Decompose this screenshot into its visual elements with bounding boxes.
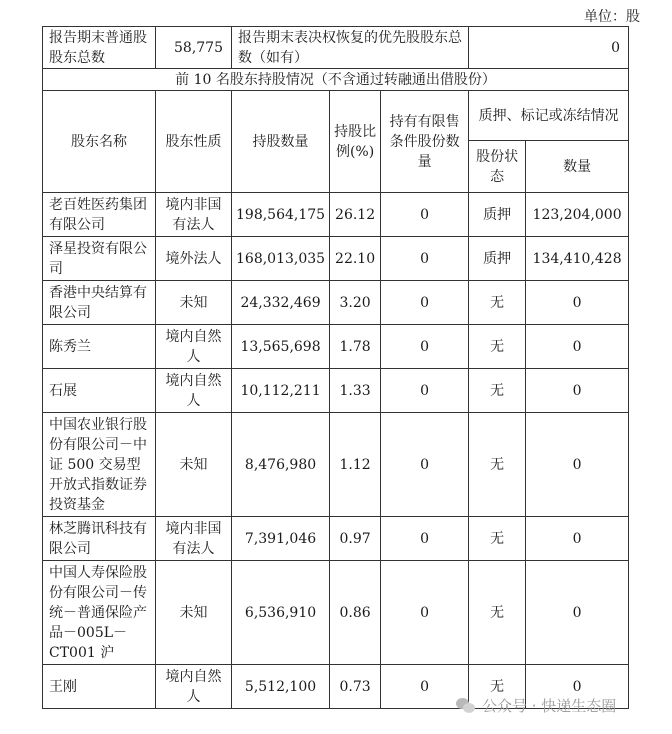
holder-shares: 6,536,910 <box>232 561 330 665</box>
pledge-qty: 0 <box>526 517 629 561</box>
holder-name: 陈秀兰 <box>43 325 156 369</box>
holder-shares: 24,332,469 <box>232 281 330 325</box>
holder-name: 石展 <box>43 369 156 413</box>
holder-name: 中国人寿保险股份有限公司－传统－普通保险产品－005L－CT001 沪 <box>43 561 156 665</box>
holder-restricted: 0 <box>381 665 469 709</box>
preferred-holders-label: 报告期末表决权恢复的优先股股东总数（如有） <box>232 27 469 69</box>
holder-shares: 198,564,175 <box>232 193 330 237</box>
holder-ratio: 3.20 <box>330 281 381 325</box>
holder-nature: 未知 <box>156 561 232 665</box>
holder-restricted: 0 <box>381 281 469 325</box>
holder-name: 香港中央结算有限公司 <box>43 281 156 325</box>
holder-name: 老百姓医药集团有限公司 <box>43 193 156 237</box>
table-row <box>43 517 629 561</box>
wechat-icon <box>456 698 476 714</box>
header-restricted: 持有有限售条件股份数量 <box>381 91 469 193</box>
common-holders-value: 58,775 <box>156 27 232 69</box>
holder-shares: 5,512,100 <box>232 665 330 709</box>
holder-shares: 168,013,035 <box>232 237 330 281</box>
holder-name: 泽星投资有限公司 <box>43 237 156 281</box>
header-name: 股东名称 <box>43 91 156 193</box>
holder-ratio: 0.97 <box>330 517 381 561</box>
pledge-qty: 0 <box>526 665 629 709</box>
table-row <box>43 281 629 325</box>
header-pledge-status: 股份状态 <box>469 141 526 193</box>
table-row <box>43 193 629 237</box>
holder-name: 王刚 <box>43 665 156 709</box>
pledge-status: 质押 <box>469 237 526 281</box>
holder-restricted: 0 <box>381 325 469 369</box>
pledge-qty: 123,204,000 <box>526 193 629 237</box>
pledge-status: 无 <box>469 369 526 413</box>
pledge-qty: 0 <box>526 325 629 369</box>
section-title: 前 10 名股东持股情况（不含通过转融通出借股份） <box>43 69 629 91</box>
holder-shares: 13,565,698 <box>232 325 330 369</box>
watermark <box>456 695 616 716</box>
holder-ratio: 0.73 <box>330 665 381 709</box>
header-pledge-group: 质押、标记或冻结情况 <box>469 91 629 141</box>
holder-restricted: 0 <box>381 193 469 237</box>
holder-nature: 境内非国有法人 <box>156 517 232 561</box>
pledge-status: 质押 <box>469 193 526 237</box>
holder-nature: 境内自然人 <box>156 665 232 709</box>
header-pledge-qty: 数量 <box>526 141 629 193</box>
holder-ratio: 22.10 <box>330 237 381 281</box>
table-row <box>43 325 629 369</box>
holder-ratio: 26.12 <box>330 193 381 237</box>
holder-shares: 8,476,980 <box>232 413 330 517</box>
summary-row <box>43 27 629 69</box>
pledge-qty: 0 <box>526 561 629 665</box>
holder-shares: 10,112,211 <box>232 369 330 413</box>
header-nature: 股东性质 <box>156 91 232 193</box>
header-row <box>43 91 629 141</box>
pledge-qty: 0 <box>526 369 629 413</box>
holder-ratio: 0.86 <box>330 561 381 665</box>
pledge-status: 无 <box>469 665 526 709</box>
header-shares: 持股数量 <box>232 91 330 193</box>
holder-nature: 境外法人 <box>156 237 232 281</box>
holder-nature: 未知 <box>156 413 232 517</box>
shareholder-table <box>42 26 629 709</box>
pledge-qty: 134,410,428 <box>526 237 629 281</box>
holder-restricted: 0 <box>381 237 469 281</box>
table-row <box>43 561 629 665</box>
holder-restricted: 0 <box>381 561 469 665</box>
holder-nature: 境内自然人 <box>156 325 232 369</box>
pledge-status: 无 <box>469 325 526 369</box>
common-holders-label: 报告期末普通股股东总数 <box>43 27 156 69</box>
pledge-qty: 0 <box>526 281 629 325</box>
holder-restricted: 0 <box>381 517 469 561</box>
preferred-holders-value: 0 <box>469 27 629 69</box>
holder-name: 中国农业银行股份有限公司－中证 500 交易型开放式指数证券投资基金 <box>43 413 156 517</box>
table-row <box>43 369 629 413</box>
pledge-status: 无 <box>469 281 526 325</box>
holder-restricted: 0 <box>381 369 469 413</box>
pledge-status: 无 <box>469 413 526 517</box>
watermark-text: 公众号 · 快递生态圈 <box>482 697 617 715</box>
holder-nature: 境内自然人 <box>156 369 232 413</box>
holder-ratio: 1.12 <box>330 413 381 517</box>
unit-label: 单位：股 <box>584 9 640 25</box>
holder-restricted: 0 <box>381 413 469 517</box>
pledge-status: 无 <box>469 517 526 561</box>
holder-nature: 未知 <box>156 281 232 325</box>
holder-nature: 境内非国有法人 <box>156 193 232 237</box>
pledge-status: 无 <box>469 561 526 665</box>
table-row <box>43 237 629 281</box>
header-ratio: 持股比例(%) <box>330 91 381 193</box>
holder-ratio: 1.33 <box>330 369 381 413</box>
pledge-qty: 0 <box>526 413 629 517</box>
holder-shares: 7,391,046 <box>232 517 330 561</box>
holder-name: 林芝腾讯科技有限公司 <box>43 517 156 561</box>
holder-ratio: 1.78 <box>330 325 381 369</box>
section-title-row <box>43 69 629 91</box>
table-row <box>43 413 629 517</box>
